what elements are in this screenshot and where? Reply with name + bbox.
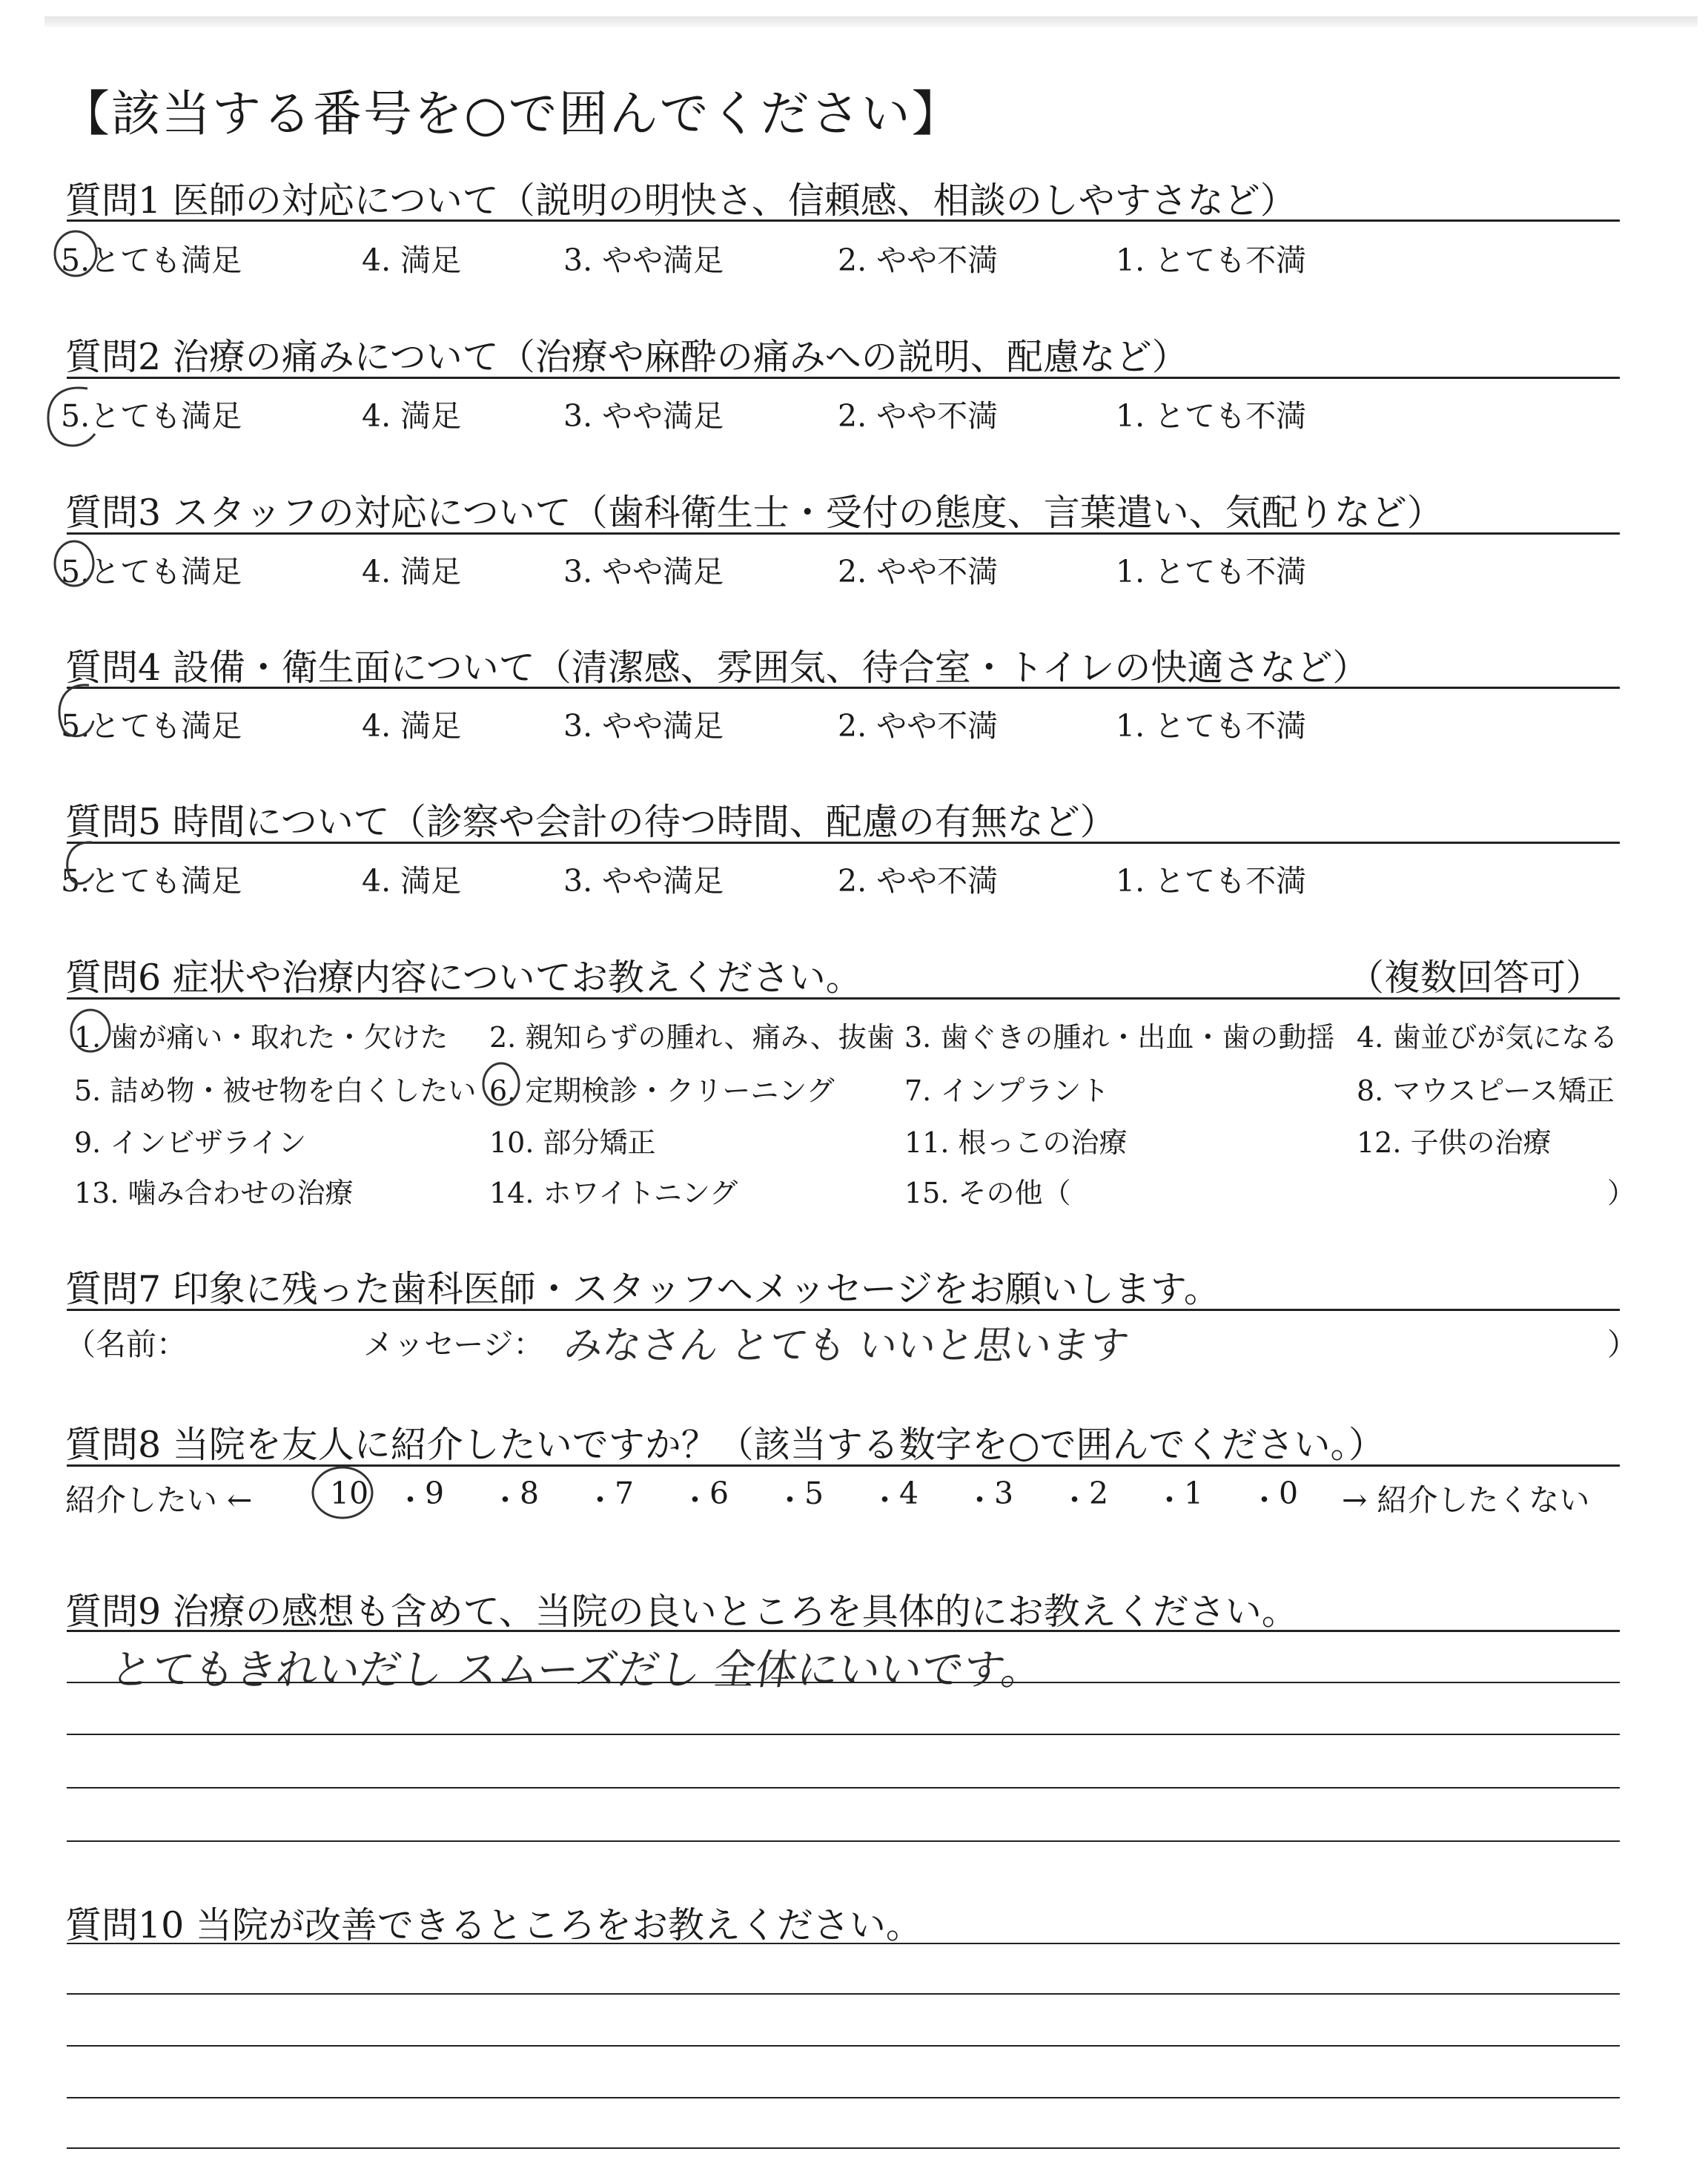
- q2-option-4[interactable]: 4. 満足: [362, 398, 462, 434]
- q6-option-10[interactable]: 10. 部分矯正: [489, 1126, 656, 1159]
- question-6-label: 質問6 症状や治療内容についてお教えください。: [65, 957, 862, 999]
- q2-circle-mark: [48, 388, 95, 446]
- q8-scale-0[interactable]: 0: [1279, 1476, 1299, 1511]
- q5-option-5[interactable]: 5.とても満足: [61, 863, 242, 899]
- q6-option-8[interactable]: 8. マウスピース矯正: [1357, 1074, 1615, 1107]
- q7-name-label: （名前：: [65, 1327, 187, 1362]
- question-7-label: 質問7 印象に残った歯科医師・スタッフへメッセージをお願いします。: [65, 1268, 1220, 1310]
- q5-option-4[interactable]: 4. 満足: [362, 863, 462, 899]
- q8-scale-5[interactable]: 5: [804, 1476, 824, 1511]
- q8-scale-8[interactable]: 8: [520, 1476, 540, 1511]
- question-3-label: 質問3 スタッフの対応について（歯科衛生士・受付の態度、言葉遣い、気配りなど）: [65, 492, 1443, 534]
- q1-option-4[interactable]: 4. 満足: [362, 242, 462, 278]
- q8-scale-6[interactable]: 6: [709, 1476, 729, 1511]
- q8-left-label: 紹介したい ←: [65, 1482, 253, 1518]
- q6-option-4[interactable]: 4. 歯並びが気になる: [1357, 1021, 1618, 1054]
- q7-close-paren: ）: [1607, 1327, 1638, 1362]
- q4-option-2[interactable]: 2. やや不満: [838, 708, 999, 744]
- q4-circle-mark: [59, 685, 93, 736]
- q3-option-2[interactable]: 2. やや不満: [838, 554, 999, 589]
- question-5-label: 質問5 時間について（診察や会計の待つ時間、配慮の有無など）: [65, 801, 1116, 843]
- q7-handwritten-message: みなさん とても いいと思います: [561, 1324, 1132, 1368]
- q8-scale-separator: ・: [1249, 1482, 1280, 1518]
- q2-option-3[interactable]: 3. やや満足: [563, 398, 724, 434]
- q6-option-14[interactable]: 14. ホワイトニング: [489, 1177, 738, 1209]
- q5-circle-mark: [67, 842, 93, 884]
- q6-option-15-close: ）: [1607, 1177, 1636, 1209]
- q6-option-13[interactable]: 13. 噛み合わせの治療: [74, 1177, 354, 1209]
- q8-scale-2[interactable]: 2: [1089, 1476, 1109, 1511]
- q9-handwritten-answer: とてもきれいだし スムーズだし 全体にいいです。: [107, 1646, 1047, 1694]
- q8-scale-4[interactable]: 4: [899, 1476, 919, 1511]
- q8-circle-mark-10: [313, 1467, 372, 1518]
- q4-option-4[interactable]: 4. 満足: [362, 708, 462, 744]
- q8-scale-separator: ・: [395, 1482, 426, 1518]
- q8-scale-separator: ・: [870, 1482, 900, 1518]
- q2-option-5[interactable]: 5.とても満足: [61, 398, 242, 434]
- q8-scale-separator: ・: [1154, 1482, 1185, 1518]
- q8-scale-separator: ・: [1059, 1482, 1090, 1518]
- q8-scale-separator: ・: [775, 1482, 805, 1518]
- page-title: 【該当する番号を○で囲んでください】: [61, 85, 962, 142]
- q8-right-label: → 紹介したくない: [1342, 1482, 1590, 1518]
- q6-option-11[interactable]: 11. 根っこの治療: [904, 1126, 1128, 1159]
- q7-message-label: メッセージ：: [363, 1327, 544, 1362]
- q1-option-2[interactable]: 2. やや不満: [838, 242, 999, 278]
- question-1-label: 質問1 医師の対応について（説明の明快さ、信頼感、相談のしやすさなど）: [65, 179, 1297, 222]
- q3-option-3[interactable]: 3. やや満足: [563, 554, 724, 589]
- q4-option-1[interactable]: 1. とても不満: [1116, 708, 1307, 744]
- q1-circle-mark: [55, 231, 96, 276]
- q3-option-5[interactable]: 5.とても満足: [61, 554, 242, 589]
- q5-option-2[interactable]: 2. やや不満: [838, 863, 999, 899]
- q6-circle-mark-1: [71, 1010, 110, 1051]
- q8-scale-3[interactable]: 3: [994, 1476, 1014, 1511]
- q3-option-1[interactable]: 1. とても不満: [1116, 554, 1307, 589]
- q1-option-3[interactable]: 3. やや満足: [563, 242, 724, 278]
- q8-scale-separator: ・: [680, 1482, 710, 1518]
- q2-option-1[interactable]: 1. とても不満: [1116, 398, 1307, 434]
- q1-option-1[interactable]: 1. とても不満: [1116, 242, 1307, 278]
- q8-scale-9[interactable]: 9: [425, 1476, 445, 1511]
- question-2-label: 質問2 治療の痛みについて（治療や麻酔の痛みへの説明、配慮など）: [65, 336, 1188, 378]
- question-10-label: 質問10 当院が改善できるところをお教えください。: [65, 1904, 922, 1946]
- q8-scale-1[interactable]: 1: [1184, 1476, 1204, 1511]
- q3-option-4[interactable]: 4. 満足: [362, 554, 462, 589]
- q6-option-15[interactable]: 15. その他（: [904, 1177, 1071, 1209]
- question-9-label: 質問9 治療の感想も含めて、当院の良いところを具体的にお教えください。: [65, 1591, 1298, 1633]
- q6-option-1[interactable]: 1. 歯が痛い・取れた・欠けた: [74, 1021, 448, 1054]
- q3-circle-mark: [55, 541, 93, 586]
- q8-scale-separator: ・: [964, 1482, 995, 1518]
- q6-option-3[interactable]: 3. 歯ぐきの腫れ・出血・歯の動揺: [904, 1021, 1335, 1054]
- q8-scale-7[interactable]: 7: [615, 1476, 635, 1511]
- q4-option-3[interactable]: 3. やや満足: [563, 708, 724, 744]
- q5-option-1[interactable]: 1. とても不満: [1116, 863, 1307, 899]
- question-8-label: 質問8 当院を友人に紹介したいですか？（該当する数字を○で囲んでください。）: [65, 1424, 1386, 1466]
- q6-option-5[interactable]: 5. 詰め物・被せ物を白くしたい: [74, 1074, 477, 1107]
- question-4-label: 質問4 設備・衛生面について（清潔感、雰囲気、待合室・トイレの快適さなど）: [65, 647, 1369, 689]
- q4-option-5[interactable]: 5.とても満足: [61, 708, 242, 744]
- q6-option-6[interactable]: 6. 定期検診・クリーニング: [489, 1074, 835, 1107]
- q6-option-7[interactable]: 7. インプラント: [904, 1074, 1110, 1107]
- q1-option-5[interactable]: 5.とても満足: [61, 242, 242, 278]
- q8-scale-separator: ・: [585, 1482, 615, 1518]
- q8-scale-separator: ・: [490, 1482, 520, 1518]
- q2-option-2[interactable]: 2. やや不満: [838, 398, 999, 434]
- q6-option-12[interactable]: 12. 子供の治療: [1357, 1126, 1552, 1159]
- q6-option-2[interactable]: 2. 親知らずの腫れ、痛み、抜歯: [489, 1021, 895, 1054]
- q6-option-9[interactable]: 9. インビザライン: [74, 1126, 307, 1159]
- q6-circle-mark-6: [483, 1063, 519, 1105]
- question-6-note: （複数回答可）: [1348, 957, 1603, 999]
- q8-scale-10[interactable]: 10: [330, 1476, 369, 1511]
- q5-option-3[interactable]: 3. やや満足: [563, 863, 724, 899]
